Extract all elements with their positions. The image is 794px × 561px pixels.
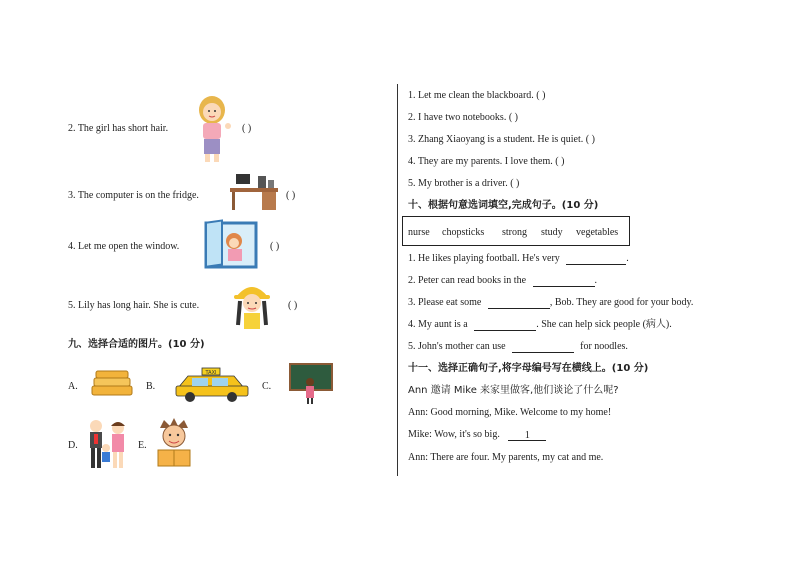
- fill-3-blank[interactable]: [488, 298, 550, 309]
- question-4: 4. Let me open the window.: [68, 241, 180, 252]
- fill-5-text: 5. John's mother can use: [408, 341, 506, 352]
- girl-short-hair-image: [192, 94, 236, 164]
- question-2: 2. The girl has short hair.: [68, 123, 169, 134]
- match-item-5: 5. My brother is a driver. ( ): [408, 178, 520, 189]
- dialogue-line-2-text: Mike: Wow, it's so big.: [408, 429, 500, 440]
- option-b-label: B.: [146, 381, 156, 392]
- dialogue-line-3: Ann: There are four. My parents, my cat and me.: [408, 452, 604, 463]
- question-5-answer[interactable]: ( ): [288, 300, 298, 311]
- question-3-answer[interactable]: ( ): [286, 190, 296, 201]
- fill-2-period: .: [594, 275, 598, 286]
- fill-2-blank[interactable]: [533, 276, 595, 287]
- fill-1-blank[interactable]: [566, 254, 626, 265]
- fill-5-blank[interactable]: [512, 342, 574, 353]
- fill-sentence-5: [408, 341, 628, 353]
- fill-3-text: 3. Please eat some: [408, 297, 482, 308]
- question-3: 3. The computer is on the fridge.: [68, 190, 199, 201]
- dialogue-blank-1-number: 1: [524, 430, 530, 441]
- fill-sentence-2: [408, 275, 597, 287]
- books-image: [88, 370, 134, 398]
- question-5: 5. Lily has long hair. She is cute.: [68, 300, 200, 311]
- girl-long-hair-image: [232, 279, 272, 331]
- option-c-label: C.: [262, 381, 272, 392]
- blackboard-image: [288, 362, 334, 406]
- family-image: [84, 418, 132, 472]
- fill-sentence-3: [408, 297, 693, 309]
- girl-opening-window-image: [204, 219, 260, 269]
- word-strong: strong: [502, 227, 527, 238]
- fill-sentence-4: [408, 319, 672, 331]
- word-nurse: nurse: [408, 227, 430, 238]
- match-item-4: 4. They are my parents. I love them. ( ): [408, 156, 565, 167]
- fill-4-text-end: . She can help sick people (病人).: [536, 319, 672, 330]
- word-study: study: [541, 227, 563, 238]
- option-a-label: A.: [68, 381, 78, 392]
- section-9-title: 九、选择合适的图片。(10 分): [68, 339, 205, 350]
- fill-1-text: 1. He likes playing football. He's very: [408, 253, 560, 264]
- fill-2-text: 2. Peter can read books in the: [408, 275, 527, 286]
- match-item-2: 2. I have two notebooks. ( ): [408, 112, 518, 123]
- fill-3-text-end: , Bob. They are good for your body.: [549, 297, 694, 308]
- fill-sentence-1: [408, 253, 629, 265]
- question-2-answer[interactable]: ( ): [242, 123, 252, 134]
- section-11-title: 十一、选择正确句子,将字母编号写在横线上。(10 分): [408, 363, 649, 374]
- column-divider: [397, 84, 398, 476]
- question-4-answer[interactable]: ( ): [270, 241, 280, 252]
- boy-reading-image: [154, 418, 194, 470]
- dialogue-line-1: Ann: Good morning, Mike. Welcome to my home!: [408, 407, 612, 418]
- fill-1-period: .: [626, 253, 629, 264]
- match-item-1: 1. Let me clean the blackboard. ( ): [408, 90, 546, 101]
- fill-4-text: 4. My aunt is a: [408, 319, 468, 330]
- word-vegetables: vegetables: [576, 227, 619, 238]
- fill-4-blank[interactable]: [474, 320, 536, 331]
- dialogue-intro: Ann 邀请 Mike 来家里做客,他们谈论了什么呢?: [408, 385, 619, 396]
- computer-on-desk-image: [228, 172, 280, 212]
- taxi-sign-text: TAXI: [205, 370, 217, 376]
- option-d-label: D.: [68, 440, 78, 451]
- taxi-image: [174, 366, 250, 402]
- dialogue-blank-1[interactable]: [508, 430, 546, 441]
- dialogue-line-2: [408, 429, 546, 441]
- section-10-title: 十、根据句意选词填空,完成句子。(10 分): [408, 200, 599, 211]
- word-chopsticks: chopsticks: [442, 227, 485, 238]
- match-item-3: 3. Zhang Xiaoyang is a student. He is quiet. ( ): [408, 134, 595, 145]
- fill-5-text-end: for noodles.: [580, 341, 628, 352]
- option-e-label: E.: [138, 440, 147, 451]
